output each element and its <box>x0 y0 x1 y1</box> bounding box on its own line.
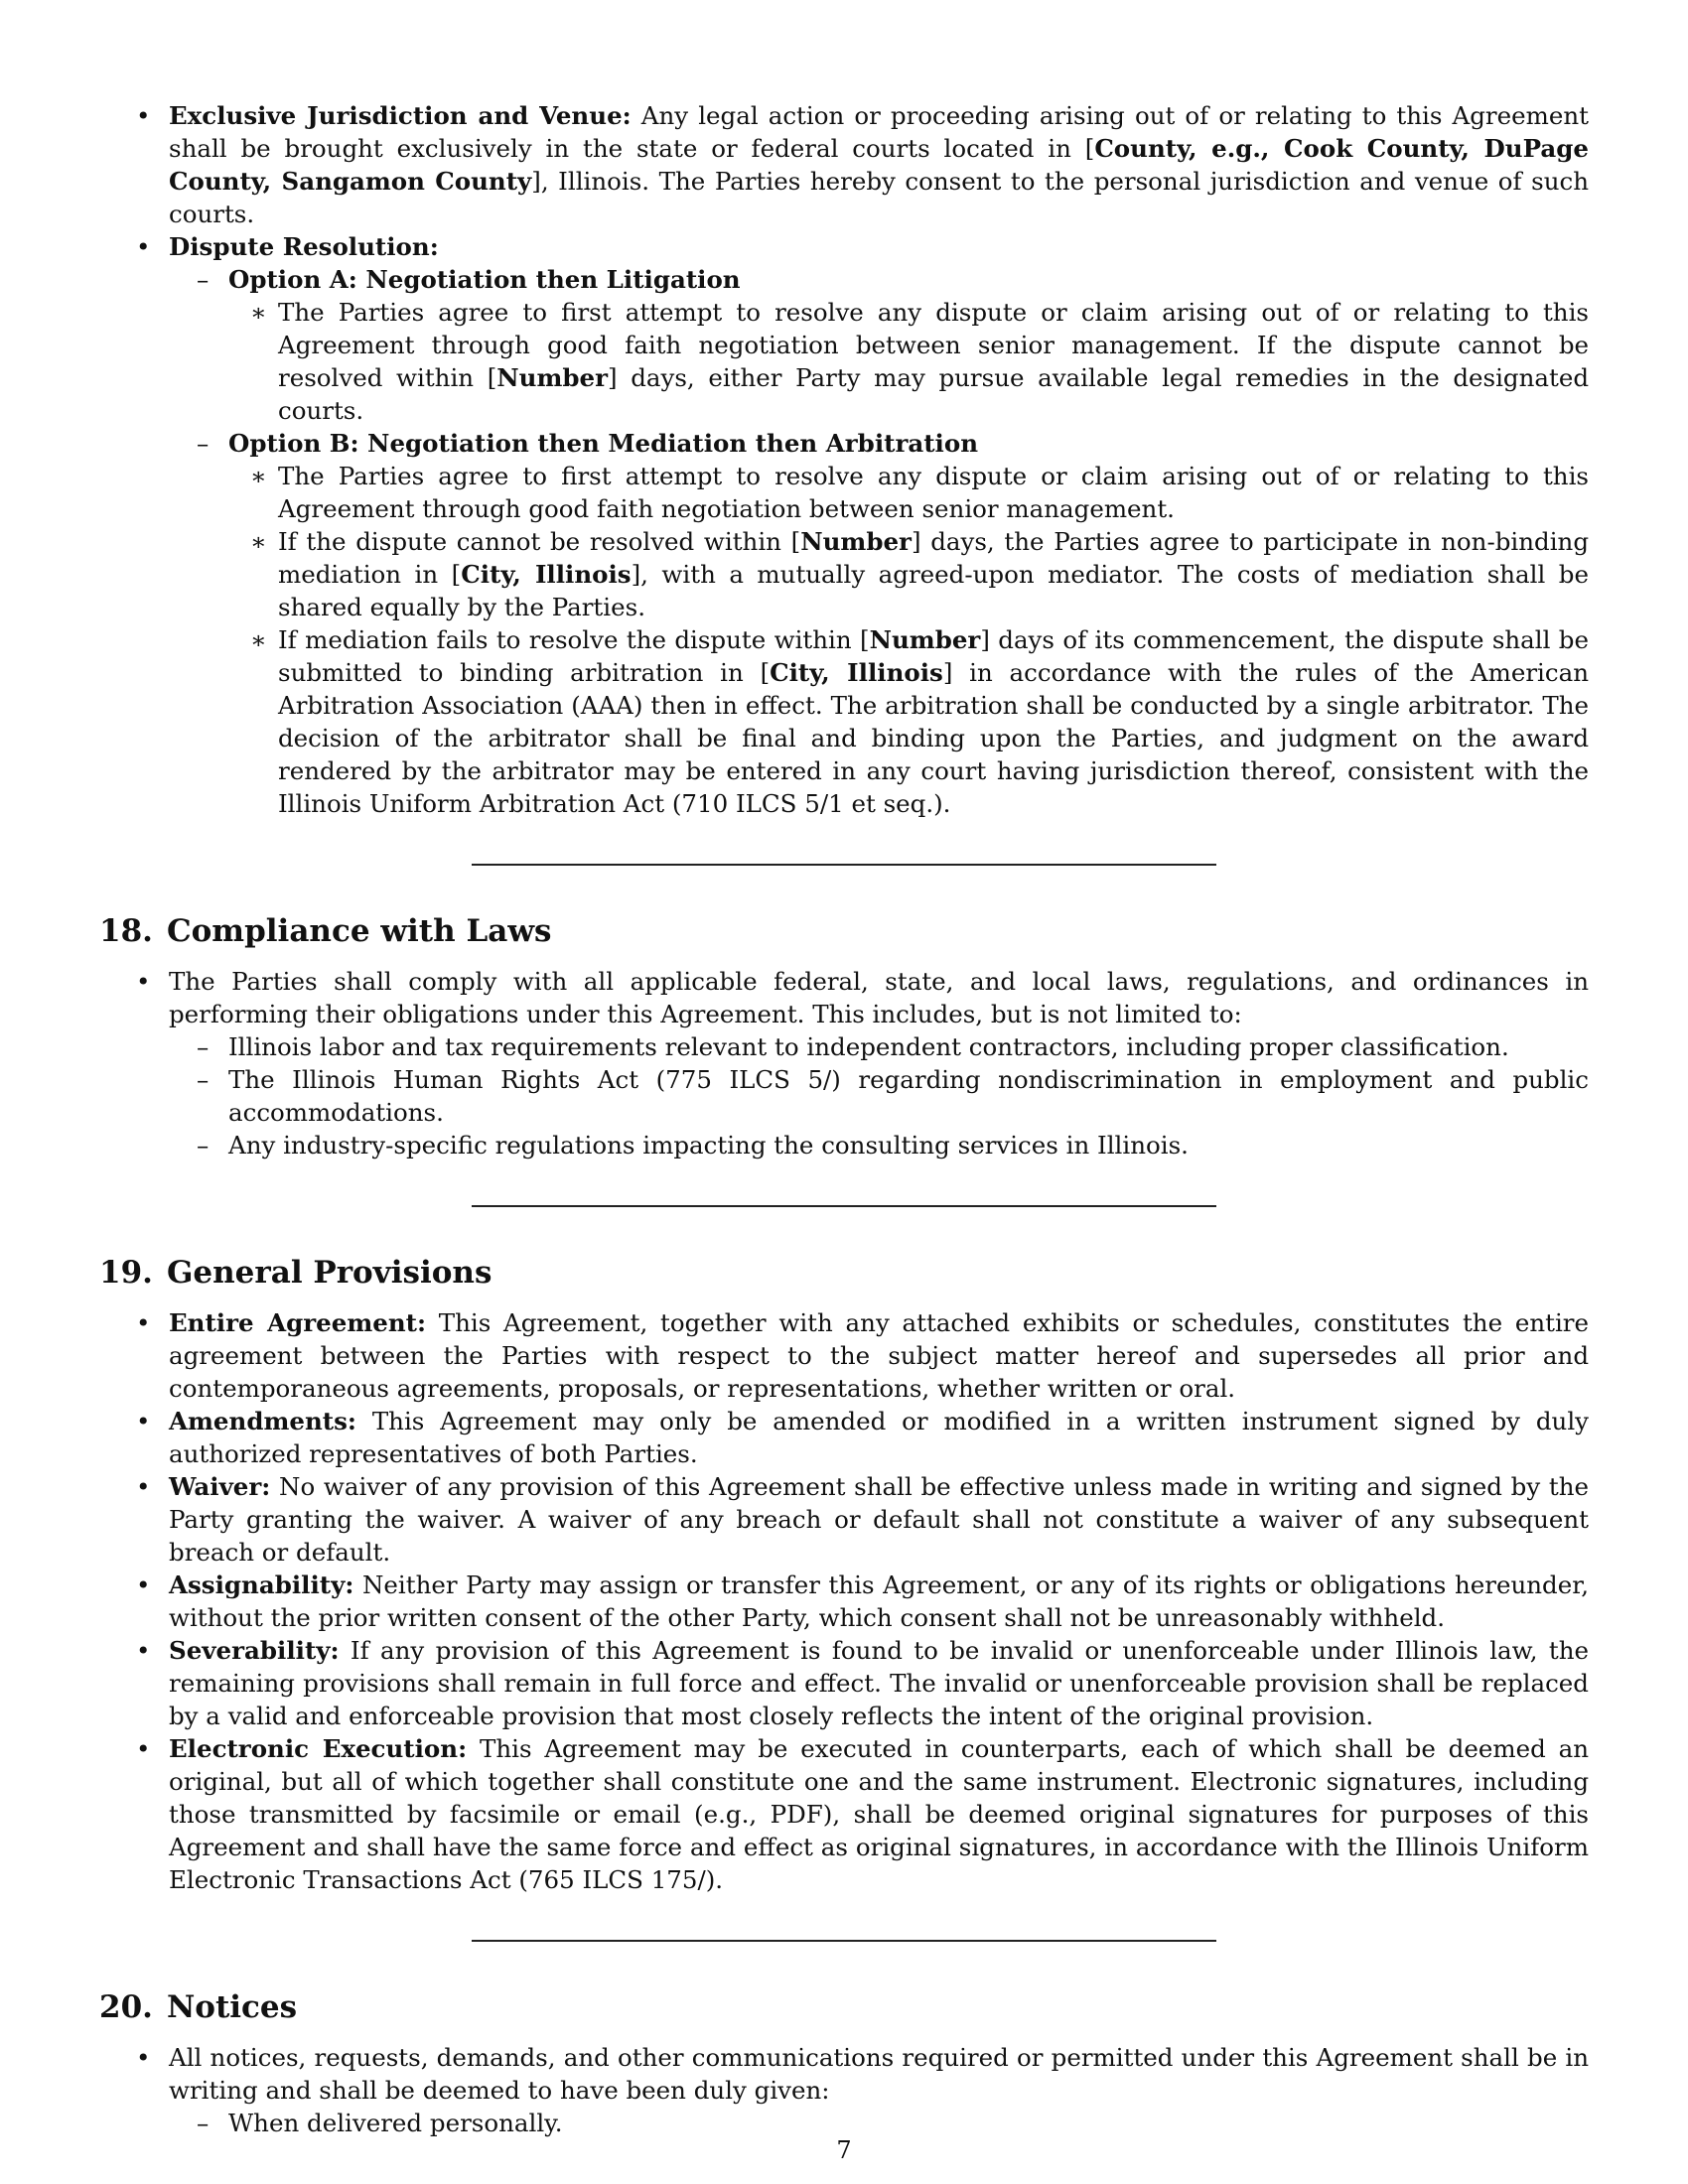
compliance-intro: The Parties shall comply with all applicable federal, state, and local laws, regulations, and ordinances in performing their obligations under this Agreement. This includes, but is not limited to: <box>169 967 1589 1028</box>
jurisdiction-item <box>99 99 1589 230</box>
provision-label: Severability: <box>169 1636 340 1665</box>
number-placeholder: Number <box>869 625 981 654</box>
provision-text: If any provision of this Agreement is found to be invalid or unenforceable under Illinois law, the remaining provisions shall remain in full force and effect. The invalid or unenforceable provision shall be replaced by a valid and enforceable provision that most closely reflects the intent of the original provision. <box>169 1636 1589 1730</box>
document-page <box>99 99 1589 2139</box>
compliance-subitem: – The Illinois Human Rights Act (775 ILCS 5/) regarding nondiscrimination in employment and public accommodations. <box>169 1063 1589 1129</box>
section-20-heading <box>99 1987 1589 2027</box>
county-placeholder: County, e.g., Cook County, DuPage County, Sangamon County <box>169 134 1589 196</box>
provision-text: This Agreement may only be amended or modified in a written instrument signed by duly authorized representatives of both Parties. <box>169 1407 1589 1468</box>
notices-item <box>99 2041 1589 2139</box>
provision-label: Electronic Execution: <box>169 1734 468 1763</box>
option-b-negotiation-text: The Parties agree to first attempt to resolve any dispute or claim arising out of or relating to this Agreement through good faith negotiation between senior management. <box>278 462 1589 523</box>
section-divider <box>472 1940 1216 1942</box>
section-19-heading <box>99 1253 1589 1293</box>
section-20-list <box>99 2041 1589 2139</box>
page-number: 7 <box>836 2136 852 2164</box>
section-divider <box>472 864 1216 866</box>
notices-sublist <box>169 2107 1589 2139</box>
compliance-item <box>99 965 1589 1161</box>
provision-item <box>99 1405 1589 1470</box>
section-divider <box>472 1205 1216 1207</box>
provision-item <box>99 1306 1589 1405</box>
bracket-open: [ <box>1084 134 1095 163</box>
option-a-item <box>169 263 1589 427</box>
city-placeholder: City, Illinois <box>770 658 943 687</box>
section-17-list <box>99 99 1589 820</box>
option-b-clause-1 <box>228 460 1589 525</box>
option-b-arbitration-text-c: in accordance with the rules of the American Arbitration Association (AAA) then in effect. The arbitration shall be conducted by a single arbitrator. The decision of the arbitrator shall be final and binding upon the Parties, and judgment on the award rendered by the arbitrator may be entered in any court having jurisdiction thereof, consistent with the Illinois Uniform Arbitration Act (710 ILCS 5/1 et seq.). <box>278 658 1589 818</box>
provision-item <box>99 1470 1589 1569</box>
option-b-mediation-text-b: days, the Parties agree to participate in non-binding mediation in <box>278 527 1589 589</box>
option-b-mediation-text-c: , with a mutually agreed-upon mediator. The costs of mediation shall be shared equally by the Parties. <box>278 560 1589 621</box>
option-b-clause-3: ∗ If mediation fails to resolve the dispute within [Number] days of its commencement, the dispute shall be submitted to binding arbitration in [City, Illinois] in accordance with the rules of the American Arbitration Association (AAA) then in effect. The arbitration shall be conducted by a single arbitrator. The decision of the arbitrator shall be final and binding upon the Parties, and judgment on the award rendered by the arbitrator may be entered in any court having jurisdiction thereof, consistent with the Illinois Uniform Arbitration Act (710 ILCS 5/1 et seq.). <box>228 623 1589 820</box>
section-20-title: Notices <box>166 1989 298 2025</box>
option-b-clause-2: ∗ If the dispute cannot be resolved within [Number] days, the Parties agree to participate in non-binding mediation in [City, Illinois], with a mutually agreed-upon mediator. The costs of mediation shall be shared equally by the Parties. <box>228 525 1589 623</box>
option-a-text-b: days, either Party may pursue available legal remedies in the designated courts. <box>278 363 1590 425</box>
option-b-mediation-text-a: If the dispute cannot be resolved within <box>278 527 791 556</box>
dispute-options-list <box>169 263 1589 820</box>
option-b-arbitration-text-b: days of its commencement, the dispute shall be submitted to binding arbitration in <box>278 625 1589 687</box>
provision-label: Entire Agreement: <box>169 1308 427 1337</box>
option-a-list <box>228 296 1589 427</box>
number-placeholder: Number <box>800 527 912 556</box>
provision-label: Waiver: <box>169 1472 271 1501</box>
provision-item <box>99 1569 1589 1634</box>
section-18-heading <box>99 911 1589 951</box>
provision-text: No waiver of any provision of this Agreement shall be effective unless made in writing and signed by the Party granting the waiver. A waiver of any breach or default shall not constitute a waiver of any subsequent breach or default. <box>169 1472 1589 1567</box>
compliance-subitem: – Illinois labor and tax requirements relevant to independent contractors, including proper classification. <box>169 1030 1589 1063</box>
dispute-resolution-label: Dispute Resolution: <box>169 232 439 261</box>
compliance-sublist <box>169 1030 1589 1161</box>
provision-text: This Agreement, together with any attached exhibits or schedules, constitutes the entire agreement between the Parties with respect to the subject matter hereof and supersedes all prior and contemporaneous agreements, proposals, or representations, whether written or oral. <box>169 1308 1589 1403</box>
section-18-title: Compliance with Laws <box>166 913 552 949</box>
provision-text: This Agreement may be executed in counterparts, each of which shall be deemed an original, but all of which together shall constitute one and the same instrument. Electronic signatures, including those transmitted by facsimile or email (e.g., PDF), shall be deemed original signatures for purposes of this Agreement and shall have the same force and effect as original signatures, in accordance with the Illinois Uniform Electronic Transactions Act (765 ILCS 175/). <box>169 1734 1590 1894</box>
option-b-arbitration-text-a: If mediation fails to resolve the dispute within <box>278 625 861 654</box>
provision-label: Amendments: <box>169 1407 356 1435</box>
provision-item <box>99 1634 1589 1732</box>
dispute-resolution-item <box>99 230 1589 820</box>
number-placeholder: Number <box>496 363 609 392</box>
section-19-list <box>99 1306 1589 1896</box>
section-20-number: 20. <box>99 1989 153 2025</box>
bracket-close: ] <box>531 167 541 196</box>
notices-subitem: – When delivered personally. <box>169 2107 1589 2139</box>
option-a-clause: ∗ The Parties agree to first attempt to resolve any dispute or claim arising out of or relating to this Agreement through good faith negotiation between senior management. If the dispute cannot be resolved within [Number] days, either Party may pursue available legal remedies in the designated courts. <box>228 296 1589 427</box>
compliance-subitem: – Any industry-specific regulations impacting the consulting services in Illinois. <box>169 1129 1589 1161</box>
section-19-number: 19. <box>99 1255 153 1291</box>
option-a-text-a: The Parties agree to first attempt to resolve any dispute or claim arising out of or relating to this Agreement through good faith negotiation between senior management. If the dispute cannot be resolved within <box>278 298 1589 392</box>
option-b-item <box>169 427 1589 820</box>
jurisdiction-label: Exclusive Jurisdiction and Venue: <box>169 101 632 130</box>
option-b-label: Option B: Negotiation then Mediation then Arbitration <box>228 429 979 458</box>
section-19-title: General Provisions <box>166 1255 492 1291</box>
notices-intro: All notices, requests, demands, and other communications required or permitted under this Agreement shall be in writing and shall be deemed to have been duly given: <box>169 2043 1589 2105</box>
provision-text: Neither Party may assign or transfer this Agreement, or any of its rights or obligations hereunder, without the prior written consent of the other Party, which consent shall not be unreasonably withheld. <box>169 1570 1589 1632</box>
section-18-list <box>99 965 1589 1161</box>
option-a-label: Option A: Negotiation then Litigation <box>228 265 741 294</box>
section-18-number: 18. <box>99 913 153 949</box>
provision-label: Assignability: <box>169 1570 354 1599</box>
provision-item <box>99 1732 1589 1896</box>
jurisdiction-text-a: Any legal action or proceeding arising out of or relating to this Agreement shall be brought exclusively in the state or federal courts located in <box>169 101 1589 163</box>
jurisdiction-text-b: , Illinois. The Parties hereby consent to the personal jurisdiction and venue of such courts. <box>169 167 1590 228</box>
option-b-list <box>228 460 1589 820</box>
city-placeholder: City, Illinois <box>461 560 632 589</box>
